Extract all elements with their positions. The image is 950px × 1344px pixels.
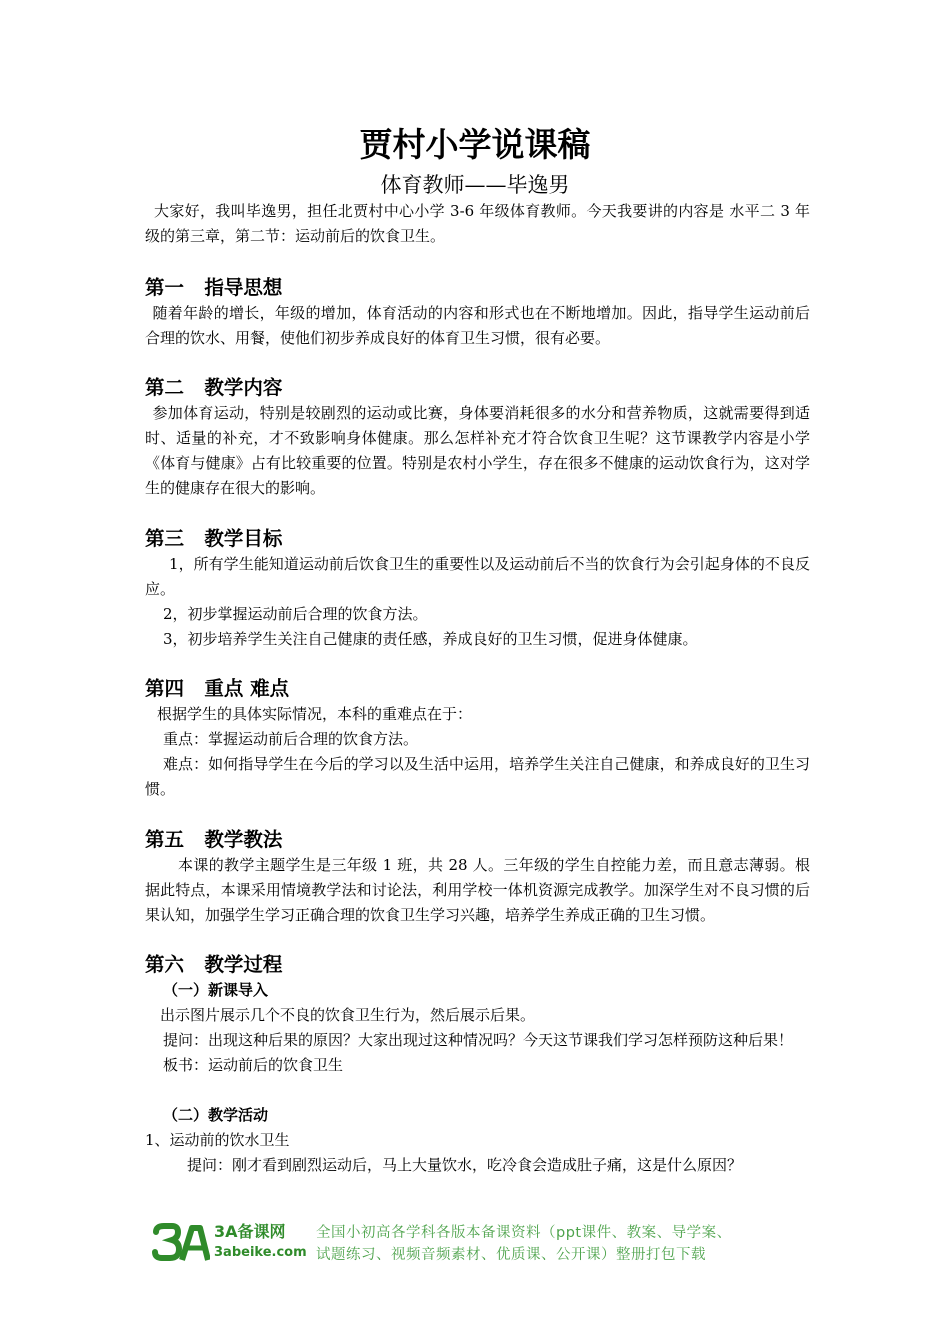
section-paragraph: 1，所有学生能知道运动前后饮食卫生的重要性以及运动前后不当的饮食行为会引起身体的不良反应。 — [145, 555, 810, 598]
footer-ad-text — [316, 1222, 810, 1266]
section-heading: 第一 指导思想 — [145, 276, 283, 299]
section-paragraph: 提问：刚才看到剧烈运动后，马上大量饮水，吃冷食会造成肚子痛，这是什么原因？ — [187, 1156, 743, 1174]
document-body — [145, 199, 810, 1178]
section-paragraph: 根据学生的具体实际情况，本科的重难点在于： — [157, 705, 473, 723]
footer-ad-line: 试题练习、视频音频素材、优质课、公开课）整册打包下载 — [316, 1247, 706, 1263]
section-heading: 第四 重点 难点 — [145, 677, 290, 700]
section-paragraph: 板书：运动前后的饮食卫生 — [163, 1056, 344, 1074]
logo-3a-icon — [150, 1222, 210, 1266]
document-title: 贾村小学说课稿 — [359, 125, 591, 164]
section-heading: 第五 教学教法 — [145, 828, 283, 851]
logo-url: 3abeike.com — [214, 1245, 307, 1260]
section-heading: 第三 教学目标 — [145, 527, 283, 550]
subsection-heading: （一）新课导入 — [163, 981, 269, 999]
section-paragraph: 出示图片展示几个不良的饮食卫生行为，然后展示后果。 — [160, 1006, 536, 1024]
logo-text: 3A备课网 — [214, 1222, 286, 1241]
document-subtitle: 体育教师——毕逸男 — [380, 173, 570, 197]
footer-ad-line: 全国小初高各学科各版本备课资料（ppt课件、教案、导学案、 — [316, 1225, 732, 1241]
section-paragraph: 难点：如何指导学生在今后的学习以及生活中运用，培养学生关注自己健康，和养成良好的卫生习惯。 — [145, 755, 810, 798]
section-paragraph: 随着年龄的增长，年级的增加，体育活动的内容和形式也在不断地增加。因此，指导学生运动前后合理的饮水、用餐，使他们初步养成良好的体育卫生习惯，很有必要。 — [145, 304, 810, 347]
list-item: 1、运动前的饮水卫生 — [145, 1131, 290, 1149]
section-paragraph: 重点：掌握运动前后合理的饮食方法。 — [163, 730, 419, 748]
intro-paragraph: 大家好，我叫毕逸男，担任北贾村中心小学 3-6 年级体育教师。今天我要讲的内容是 水平二 3 年级的第三章，第二节：运动前后的饮食卫生。 — [145, 202, 810, 245]
section-paragraph: 参加体育运动，特别是较剧烈的运动或比赛，身体要消耗很多的水分和营养物质，这就需要得到适时、适量的补充，才不致影响身体健康。那么怎样补充才符合饮食卫生呢？这节课教学内容是小学《体育与健康》占有比较重要的位置。特别是农村小学生，存在很多不健康的运动饮食行为，这对学生的健康存在很大的影响。 — [145, 404, 810, 497]
section-paragraph: 2，初步掌握运动前后合理的饮食方法。 — [163, 605, 428, 623]
section-paragraph: 3，初步培养学生关注自己健康的责任感，养成良好的卫生习惯，促进身体健康。 — [163, 630, 698, 648]
subsection-heading: （二）教学活动 — [163, 1106, 269, 1124]
section-paragraph: 本课的教学主题学生是三年级 1 班，共 28 人。三年级的学生自控能力差，而且意志薄弱。根据此特点，本课采用情境教学法和讨论法，利用学校一体机资源完成教学。加深学生对不良习惯的后果认知，加强学生学习正确合理的饮食卫生学习兴趣，培养学生养成正确的卫生习惯。 — [145, 856, 810, 924]
section-paragraph: 提问：出现这种后果的原因？大家出现过这种情况吗？今天这节课我们学习怎样预防这种后果！ — [163, 1031, 794, 1049]
footer-banner — [150, 1220, 810, 1268]
section-heading: 第二 教学内容 — [145, 376, 283, 399]
section-heading: 第六 教学过程 — [145, 953, 283, 976]
